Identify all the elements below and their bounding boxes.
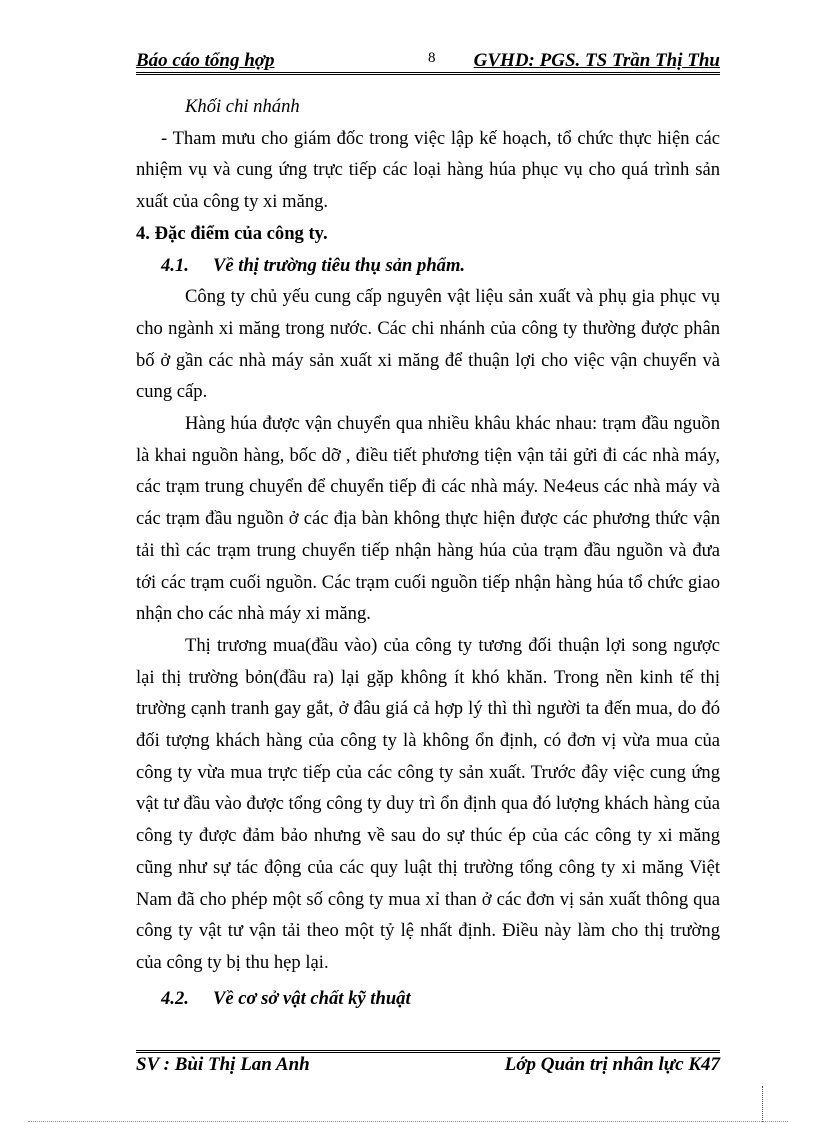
paragraph-1: Công ty chủ yếu cung cấp nguyên vật liệu sản xuất và phụ gia phục vụ cho ngành xi măng trong nước. Các chi nhánh của công ty thường được phân bố ở gần các nhà máy sản xuất xi măng để thuận lợi cho việc vận chuyển và cung cấp.	[136, 286, 720, 403]
section-4-2-number: 4.2.	[161, 987, 189, 1009]
page-bottom-dotted-edge	[28, 1121, 788, 1122]
section-4-1-title: Về thị trường tiêu thụ sản phẩm.	[213, 254, 466, 276]
branch-label: Khối chi nhánh	[185, 96, 300, 117]
paragraph-3: Thị trương mua(đầu vào) của công ty tương đối thuận lợi song ngược lại thị trường bỏn(đầu ra) lại gặp không ít khó khăn. Trong nền kinh tế thị trường cạnh tranh gay gắt, ở đâu giá cả hợp lý thì thì người ta đến mua, do đó đối tượng khách hàng của công ty là không ổn định, có đơn vị vừa mua của công ty vừa mua trực tiếp của các công ty sản xuất. Trước đây việc cung ứng vật tư đầu vào được tổng công ty duy trì ổn định qua đó lượng khách hàng của công ty được đảm bảo nhưng về sau do sự thúc ép của các công ty xi măng cũng như sự tác động của các quy luật thị trường tổng công ty xi măng Việt Nam đã cho phép một số công ty mua xỉ than ở các đơn vị sản xuất thông qua công ty vật tư vận tải theo một tỷ lệ nhất định. Điều này làm cho thị trường của công ty bị thu hẹp lại.	[136, 634, 720, 973]
footer-rule	[136, 1050, 720, 1053]
section-4-heading: 4. Đặc điểm của công ty.	[136, 222, 328, 244]
footer-student: SV : Bùi Thị Lan Anh	[136, 1054, 310, 1075]
page-number: 8	[428, 50, 436, 66]
header-supervisor: GVHD: PGS. TS Trần Thị Thu	[473, 50, 720, 71]
section-4-2-heading	[136, 983, 720, 1015]
page-body	[136, 91, 720, 1014]
section-4-1-number: 4.1.	[161, 254, 189, 276]
section-4-2-title: Về cơ sở vật chất kỹ thuật	[213, 987, 411, 1009]
section-4-1-heading	[136, 250, 720, 282]
branch-paragraph: - Tham mưu cho giám đốc trong việc lập kế hoạch, tổ chức thực hiện các nhiệm vụ và cung ứng trực tiếp các loại hàng húa phục vụ cho quá trình sản xuất của công ty xi măng.	[136, 127, 720, 213]
paragraph-2: Hàng húa được vận chuyển qua nhiều khâu khác nhau: trạm đầu nguồn là khai nguồn hàng, bốc dỡ , điều tiết phương tiện vận tải gửi đi các nhà máy, các trạm trung chuyển để chuyển tiếp đi các nhà máy. Ne4eus các nhà máy và các trạm đầu nguồn ở các địa bàn không thực hiện được các phương thức vận tải thì các trạm trung chuyển tiếp nhận hàng húa của trạm đầu nguồn và đưa tới các trạm cuối nguồn. Các trạm cuối nguồn tiếp nhận hàng húa tổ chức giao nhận cho các nhà máy xi măng.	[136, 413, 720, 625]
page-corner-vertical-mark	[762, 1086, 763, 1122]
header-report-title: Báo cáo tổng hợp	[136, 50, 275, 71]
page-header	[136, 42, 720, 74]
header-rule	[136, 72, 720, 75]
page-footer	[136, 1054, 720, 1082]
footer-class: Lớp Quản trị nhân lực K47	[504, 1054, 720, 1075]
